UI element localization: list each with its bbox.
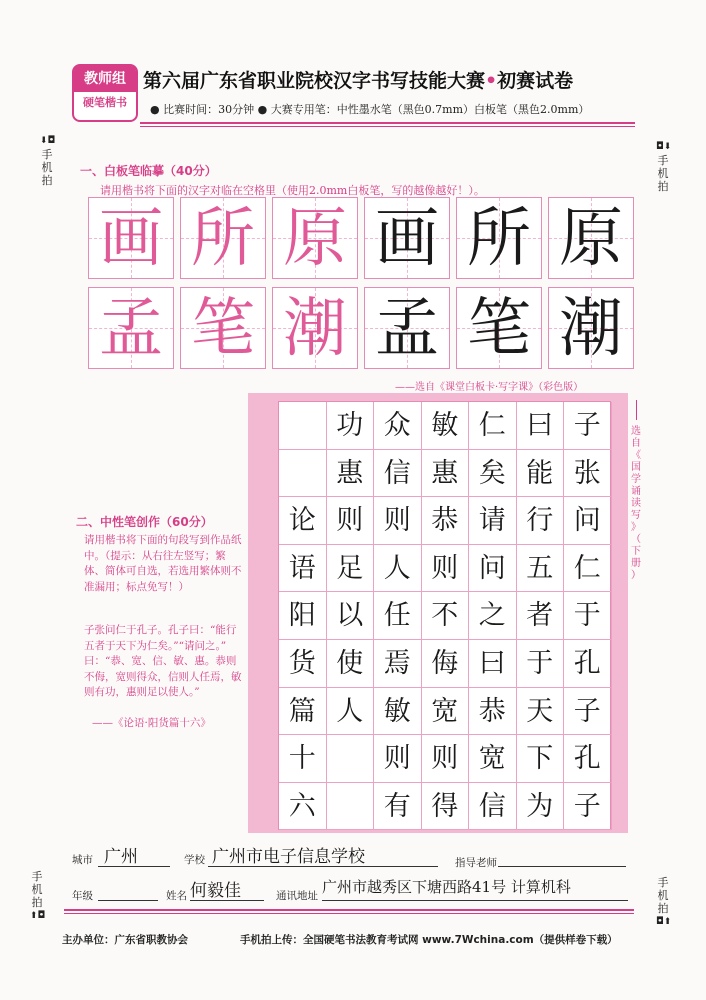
grid-char-cell[interactable]: 张 (564, 450, 612, 498)
practice-char-cell[interactable] (364, 287, 450, 369)
grid-char-cell[interactable]: 于 (517, 640, 565, 688)
section2-title: 二、中性笔创作（60分） (76, 515, 213, 529)
model-char-cell (180, 287, 266, 369)
grid-char-cell[interactable]: 信 (374, 450, 422, 498)
model-char-cell (272, 197, 358, 279)
grid-char-cell[interactable]: 请 (469, 497, 517, 545)
vertical-source: 选 自 《 国 学 诵 读 写 》 （ 下 册 ） (631, 426, 641, 581)
camera-icon: ◘ (656, 141, 664, 152)
camera-icon: ◘ (47, 135, 56, 146)
grid-char-cell[interactable]: 五 (517, 545, 565, 593)
model-char: 潮 (283, 292, 347, 366)
grid-char-cell[interactable]: 信 (469, 783, 517, 831)
grid-char-cell[interactable]: 不 (422, 592, 470, 640)
footer-divider-thin (64, 913, 634, 914)
address-field[interactable]: 广州市越秀区下塘西路41号 计算机科 (322, 878, 571, 896)
practice-char-cell[interactable] (548, 287, 634, 369)
grid-char-cell[interactable]: 得 (422, 783, 470, 831)
side-label: 手机拍 (31, 870, 43, 909)
model-char: 笔 (191, 292, 255, 366)
model-char: 孟 (99, 292, 163, 366)
grid-char-cell[interactable] (279, 450, 327, 498)
grid-char-cell[interactable]: 行 (517, 497, 565, 545)
grid-char-cell[interactable]: 十 (279, 735, 327, 783)
grid-char-cell[interactable]: 问 (469, 545, 517, 593)
grade-label: 年级 (72, 890, 93, 902)
practice-char-cell[interactable] (364, 197, 450, 279)
grid-char-cell[interactable]: 侮 (422, 640, 470, 688)
practice-char-cell[interactable] (456, 287, 542, 369)
teacher-label: 指导老师 (455, 857, 497, 869)
grid-char-cell[interactable]: 敏 (374, 688, 422, 736)
time-info: ● 比赛时间：30分钟 (150, 103, 255, 116)
grid-char-cell[interactable]: 孔 (564, 735, 612, 783)
grade-field-line (98, 900, 158, 901)
header-divider-thin (140, 126, 635, 127)
grid-char-cell[interactable]: 论 (279, 497, 327, 545)
handwritten-char: 孟 (375, 292, 439, 366)
grid-char-cell[interactable]: 孔 (564, 640, 612, 688)
side-label: 手机拍 (41, 148, 53, 187)
grid-char-cell[interactable]: 子 (564, 688, 612, 736)
upload-info: 手机拍上传：全国硬笔书法教育考试网 www.7Wchina.com（提供样卷下载） (240, 934, 618, 946)
composition-grid (278, 401, 611, 830)
name-label: 姓名 (166, 890, 187, 902)
address-field-line (322, 900, 628, 901)
grid-char-cell[interactable]: 功 (327, 402, 375, 450)
handwritten-char: 画 (375, 202, 439, 276)
grid-char-cell[interactable]: 能 (517, 450, 565, 498)
title-suffix: 初赛试卷 (497, 70, 574, 92)
grid-char-cell[interactable]: 宽 (422, 688, 470, 736)
copy-practice-grid (88, 197, 635, 369)
city-label: 城市 (72, 854, 93, 866)
grid-char-cell[interactable]: 敏 (422, 402, 470, 450)
exam-title (143, 66, 573, 93)
grid-char-cell[interactable] (327, 783, 375, 831)
school-field[interactable]: 广州市电子信息学校 (212, 847, 365, 867)
model-char-cell (88, 287, 174, 369)
grid-char-cell[interactable]: 宽 (469, 735, 517, 783)
handwritten-char: 潮 (559, 292, 623, 366)
camera-icon: ◘ (656, 916, 664, 927)
teacher-field-line (498, 866, 626, 867)
grid-char-cell[interactable]: 于 (564, 592, 612, 640)
handwritten-char: 原 (559, 202, 623, 276)
grid-char-cell[interactable]: 以 (327, 592, 375, 640)
grid-char-cell[interactable]: 子 (564, 402, 612, 450)
grid-char-cell[interactable]: 足 (327, 545, 375, 593)
grid-char-cell[interactable]: 有 (374, 783, 422, 831)
footer-divider (64, 909, 634, 911)
practice-char-cell[interactable] (456, 197, 542, 279)
grid-char-cell[interactable] (279, 402, 327, 450)
arrow-down-icon: ◘⬇ (656, 141, 672, 152)
model-char: 原 (283, 202, 347, 276)
grid-char-cell[interactable]: 恭 (422, 497, 470, 545)
side-label: 手机拍 (657, 154, 669, 193)
side-marker-left-bottom (30, 870, 44, 923)
exam-info (150, 101, 589, 117)
section2-citation: ——《论语·阳货篇十六》 (92, 717, 211, 729)
title-main: 第六届广东省职业院校汉字书写技能大赛 (143, 70, 486, 92)
grid-char-cell[interactable]: 则 (327, 497, 375, 545)
grid-char-cell[interactable]: 惠 (422, 450, 470, 498)
grid-char-cell[interactable]: 问 (564, 497, 612, 545)
model-char-cell (180, 197, 266, 279)
section1-title: 一、白板笔临摹（40分） (80, 164, 217, 178)
section2-instruction: 请用楷书将下面的句段写到作品纸中。（提示：从右往左竖写；繁体、简体可自选，若选用繁体则不准漏用；标点免写！） (84, 534, 242, 593)
pen-info: ● 大赛专用笔：中性墨水笔（黑色0.7mm）白板笔（黑色2.0mm） (257, 103, 590, 116)
grid-char-cell[interactable]: 任 (374, 592, 422, 640)
grid-char-cell[interactable]: 之 (469, 592, 517, 640)
name-field[interactable]: 何毅佳 (190, 881, 241, 901)
grid-char-cell[interactable]: 篇 (279, 688, 327, 736)
school-label: 学校 (184, 854, 205, 866)
organizer-text: 主办单位：广东省职教协会 (62, 934, 188, 946)
grid-char-cell[interactable]: 则 (374, 735, 422, 783)
grid-char-cell[interactable]: 阳 (279, 592, 327, 640)
grid-char-cell[interactable]: 为 (517, 783, 565, 831)
model-char-cell (272, 287, 358, 369)
grid-char-cell[interactable]: 仁 (564, 545, 612, 593)
section2-source-text: 子张问仁于孔子。孔子曰：“能行五者于天下为仁矣。”“请问之。” 曰：“恭、宽、信、敏、惠。恭则不侮，宽则得众，信则人任焉，敏则有功，惠则足以使人。” (84, 624, 242, 698)
grid-char-cell[interactable] (327, 735, 375, 783)
side-label: 手机拍 (657, 876, 669, 915)
side-marker-right-top (656, 140, 670, 193)
side-marker-left-top (40, 134, 54, 187)
grid-char-cell[interactable]: 子 (564, 783, 612, 831)
title-separator: • (485, 70, 498, 92)
header-divider (140, 122, 635, 124)
grid-char-cell[interactable]: 曰 (469, 640, 517, 688)
group-badge (72, 64, 138, 122)
arrow-up-icon: ⬆◘ (30, 910, 46, 921)
model-char: 画 (99, 202, 163, 276)
model-char: 所 (191, 202, 255, 276)
grid-char-cell[interactable]: 天 (517, 688, 565, 736)
grid-char-cell[interactable]: 使 (327, 640, 375, 688)
badge-group-label: 教师组 (74, 66, 136, 92)
handwritten-char: 笔 (467, 292, 531, 366)
section1-source: ——选自《课堂白板卡·写字课》（彩色版） (395, 382, 584, 393)
camera-icon: ◘ (37, 910, 46, 921)
handwritten-char: 所 (467, 202, 531, 276)
grid-char-cell[interactable]: 焉 (374, 640, 422, 688)
side-marker-right-bottom (656, 876, 670, 929)
grid-char-cell[interactable]: 下 (517, 735, 565, 783)
section1-instruction: 请用楷书将下面的汉字对临在空格里（使用2.0mm白板笔，写的越像越好！）。 (100, 184, 485, 197)
grid-char-cell[interactable]: 则 (422, 735, 470, 783)
practice-char-cell[interactable] (548, 197, 634, 279)
grid-char-cell[interactable]: 矣 (469, 450, 517, 498)
grid-char-cell[interactable]: 则 (422, 545, 470, 593)
grid-char-cell[interactable]: 曰 (517, 402, 565, 450)
grid-char-cell[interactable]: 恭 (469, 688, 517, 736)
source-line (636, 400, 637, 420)
grid-char-cell[interactable]: 者 (517, 592, 565, 640)
grid-char-cell[interactable]: 仁 (469, 402, 517, 450)
grid-char-cell[interactable]: 货 (279, 640, 327, 688)
grid-char-cell[interactable]: 语 (279, 545, 327, 593)
badge-category-label: 硬笔楷书 (83, 96, 127, 109)
grid-char-cell[interactable]: 人 (327, 688, 375, 736)
grid-char-cell[interactable]: 人 (374, 545, 422, 593)
model-char-cell (88, 197, 174, 279)
grid-char-cell[interactable]: 六 (279, 783, 327, 831)
arrow-up-icon: ◘⬆ (656, 916, 672, 927)
address-label: 通讯地址 (276, 890, 318, 902)
grid-char-cell[interactable]: 惠 (327, 450, 375, 498)
grid-char-cell[interactable]: 众 (374, 402, 422, 450)
city-field[interactable]: 广州 (104, 847, 138, 867)
grid-char-cell[interactable]: 则 (374, 497, 422, 545)
arrow-down-icon: ⬇◘ (40, 135, 56, 146)
